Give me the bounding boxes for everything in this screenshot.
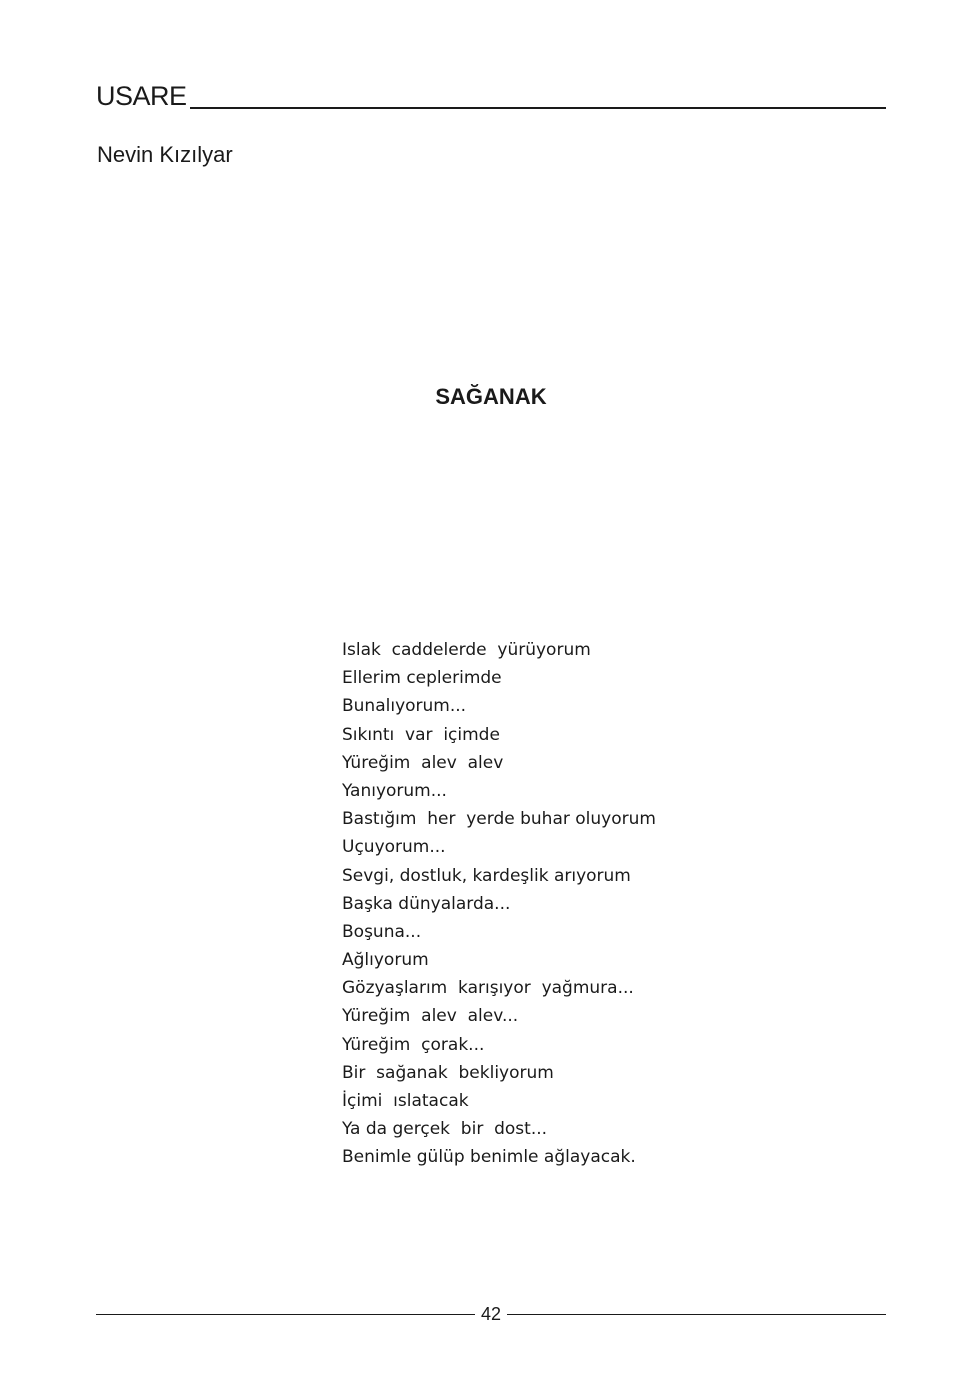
poem-line: Boşuna... (342, 921, 422, 942)
footer-rule-left (96, 1314, 475, 1315)
poem-line: Yüreğim çorak... (342, 1034, 485, 1055)
poem-title: SAĞANAK (435, 384, 547, 409)
running-header (96, 80, 886, 110)
poem-line: Ağlıyorum (342, 950, 429, 971)
poem-line: Bir sağanak bekliyorum (342, 1062, 554, 1083)
page-footer (96, 1302, 886, 1326)
journal-name: USARE (96, 81, 187, 111)
poem-line: Yüreğim alev alev... (342, 1006, 519, 1027)
poem-line: Başka dünyalarda... (342, 893, 511, 914)
poem-line: Islak caddelerde yürüyorum (342, 640, 591, 660)
poem-line: Yanıyorum... (342, 780, 447, 801)
poem-line: Ellerim ceplerimde (342, 668, 502, 689)
poem-body (342, 636, 656, 1172)
poem-line: Sıkıntı var içimde (342, 724, 500, 745)
header-rule (190, 107, 886, 109)
poem-line: Yüreğim alev alev (342, 752, 504, 773)
poem-line: Bastığım her yerde buhar oluyorum (342, 809, 656, 830)
poem-line: Ya da gerçek bir dost... (342, 1119, 548, 1140)
poem-line: Uçuyorum... (342, 837, 446, 858)
poem-line: Sevgi, dostluk, kardeşlik arıyorum (342, 865, 631, 886)
poem-line: Bunalıyorum... (342, 696, 467, 717)
poem-line: İçimi ıslatacak (342, 1091, 469, 1111)
author-name: Nevin Kızılyar (97, 142, 233, 167)
poem-line: Gözyaşlarım karışıyor yağmura... (342, 978, 634, 999)
page-number: 42 (480, 1304, 502, 1324)
poem-line: Benimle gülüp benimle ağlayacak. (342, 1147, 636, 1168)
footer-rule-right (507, 1314, 886, 1315)
